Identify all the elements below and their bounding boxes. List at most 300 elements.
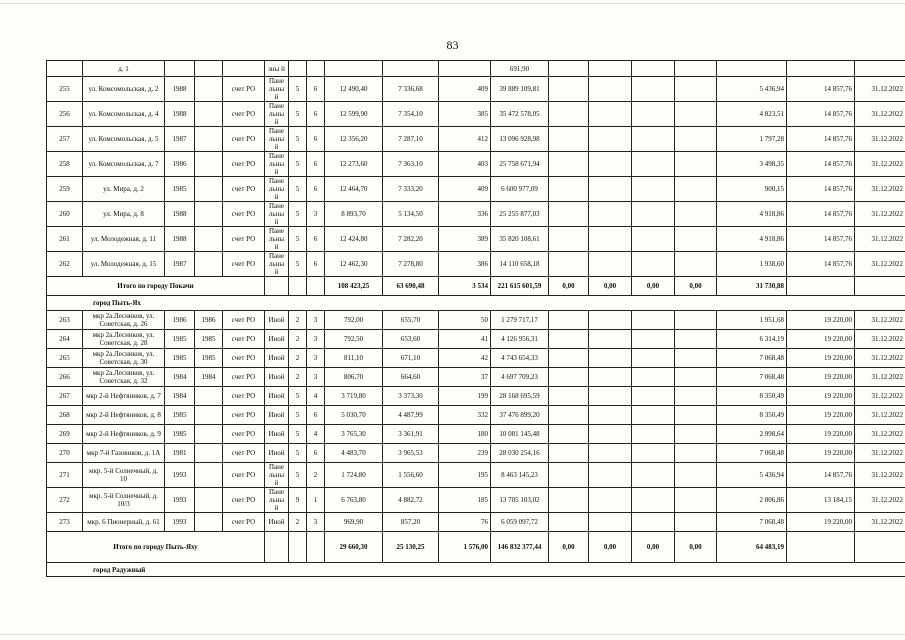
address-cell: мкр 2-й Нефтяников, д. 7 <box>83 387 165 406</box>
subtotal-zero-cell: 0,00 <box>589 277 632 296</box>
entrances-cell: 3 <box>307 311 325 330</box>
scan-bottom-edge <box>0 634 905 635</box>
total-cost-cell: 35 472 578,05 <box>491 102 549 127</box>
residents-cell: 180 <box>439 425 491 444</box>
deadline-cell: 31.12.2022 <box>855 444 905 463</box>
address-cell: мкр. 6 Пионерный, д. 61 <box>83 513 165 532</box>
entrances-cell: 3 <box>307 349 325 368</box>
address-cell: д. 1 <box>83 61 165 77</box>
empty-cell <box>675 349 717 368</box>
specific-cost-cell: 4 823,51 <box>717 102 787 127</box>
empty-cell <box>289 277 307 296</box>
wall-material-cell: Пане льны й <box>265 227 289 252</box>
address-cell: мкр 2-й Нефтяников, д. 9 <box>83 425 165 444</box>
total-area-cell: 3 765,30 <box>325 425 383 444</box>
fund-method-cell: счет РО <box>223 425 265 444</box>
residents-cell: 239 <box>439 444 491 463</box>
empty-cell <box>589 463 632 488</box>
deadline-cell: 31.12.2022 <box>855 311 905 330</box>
total-area-cell: 3 719,80 <box>325 387 383 406</box>
fund-method-cell: счет РО <box>223 330 265 349</box>
floors-cell: 5 <box>289 444 307 463</box>
empty-cell <box>632 177 675 202</box>
year-built-cell: 1985 <box>165 177 195 202</box>
empty-cell <box>549 387 589 406</box>
total-area-cell: 12 599,90 <box>325 102 383 127</box>
subtotal-residential-area: 25 130,25 <box>383 532 439 563</box>
table-row <box>47 488 905 513</box>
address-cell: ул. Комсомольская, д. 4 <box>83 102 165 127</box>
address-cell: ул. Комсомольская, д. 5 <box>83 127 165 152</box>
address-cell: мкр. 5-й Солнечный, д. 10 <box>83 463 165 488</box>
floors-cell: 5 <box>289 406 307 425</box>
empty-cell <box>549 513 589 532</box>
subtotal-zero-cell: 0,00 <box>632 532 675 563</box>
table-row <box>47 349 905 368</box>
table-row <box>47 463 905 488</box>
entrances-cell: 6 <box>307 127 325 152</box>
year-commissioned-cell <box>195 406 223 425</box>
total-cost-cell: 13 096 928,98 <box>491 127 549 152</box>
wall-material-cell: Пане льны й <box>265 102 289 127</box>
year-commissioned-cell <box>195 488 223 513</box>
residents-cell: 409 <box>439 177 491 202</box>
empty-cell <box>589 252 632 277</box>
total-cost-cell: 4 697 709,23 <box>491 368 549 387</box>
total-cost-cell: 10 081 145,48 <box>491 425 549 444</box>
subtotal-total-area: 29 660,30 <box>325 532 383 563</box>
empty-cell <box>855 277 905 296</box>
total-area-cell: 12 462,30 <box>325 252 383 277</box>
total-area-cell: 4 483,70 <box>325 444 383 463</box>
address-cell: ул. Комсомольская, д. 2 <box>83 77 165 102</box>
year-commissioned-cell: 1985 <box>195 349 223 368</box>
limit-cost-cell: 14 857,76 <box>787 177 855 202</box>
empty-cell <box>265 277 289 296</box>
fund-method-cell: счет РО <box>223 444 265 463</box>
empty-cell <box>855 532 905 563</box>
limit-cost-cell: 19 220,00 <box>787 311 855 330</box>
year-built-cell: 1993 <box>165 463 195 488</box>
total-area-cell: 12 424,80 <box>325 227 383 252</box>
wall-material-cell: Иной <box>265 368 289 387</box>
subtotal-label: Итого по городу Пыть-Яху <box>47 532 265 563</box>
empty-cell <box>632 463 675 488</box>
residents-cell: 195 <box>439 463 491 488</box>
row-number-cell: 258 <box>47 152 83 177</box>
empty-cell <box>675 425 717 444</box>
table-row <box>47 387 905 406</box>
page-number: 83 <box>446 38 459 52</box>
limit-cost-cell: 14 857,76 <box>787 102 855 127</box>
wall-material-cell: Пане льны й <box>265 127 289 152</box>
housing-register-table <box>46 60 905 577</box>
row-number-cell: 266 <box>47 368 83 387</box>
entrances-cell: 6 <box>307 77 325 102</box>
subtotal-row <box>47 532 905 563</box>
floors-cell: 5 <box>289 152 307 177</box>
residential-area-cell: 7 287,10 <box>383 127 439 152</box>
specific-cost-cell: 3 498,35 <box>717 152 787 177</box>
wall-material-cell: Иной <box>265 311 289 330</box>
total-cost-cell: 25 255 877,03 <box>491 202 549 227</box>
empty-cell <box>787 277 855 296</box>
entrances-cell: 3 <box>307 330 325 349</box>
floors-cell: 2 <box>289 349 307 368</box>
floors-cell: 2 <box>289 513 307 532</box>
total-area-cell: 792,50 <box>325 330 383 349</box>
deadline-cell: 31.12.2022 <box>855 488 905 513</box>
empty-cell <box>675 252 717 277</box>
deadline-cell: 31.12.2022 <box>855 177 905 202</box>
table-row <box>47 368 905 387</box>
total-cost-cell: 4 743 654,33 <box>491 349 549 368</box>
total-area-cell: 6 763,80 <box>325 488 383 513</box>
specific-cost-cell: 900,15 <box>717 177 787 202</box>
wall-material-cell: Пане льны й <box>265 77 289 102</box>
floors-cell: 5 <box>289 463 307 488</box>
year-commissioned-cell <box>195 202 223 227</box>
limit-cost-cell: 19 220,00 <box>787 406 855 425</box>
year-commissioned-cell: 1984 <box>195 368 223 387</box>
specific-cost-cell: 5 436,94 <box>717 77 787 102</box>
floors-cell: 2 <box>289 368 307 387</box>
residents-cell: 332 <box>439 406 491 425</box>
row-number-cell: 271 <box>47 463 83 488</box>
fund-method-cell: счет РО <box>223 406 265 425</box>
table-row <box>47 252 905 277</box>
empty-cell <box>675 152 717 177</box>
year-built-cell: 1985 <box>165 330 195 349</box>
empty-cell <box>632 77 675 102</box>
year-commissioned-cell <box>195 425 223 444</box>
table-row <box>47 227 905 252</box>
specific-cost-cell: 1 797,28 <box>717 127 787 152</box>
fund-method-cell: счет РО <box>223 368 265 387</box>
total-cost-cell: 6 059 097,72 <box>491 513 549 532</box>
residents-cell: 389 <box>439 227 491 252</box>
total-cost-cell: 35 820 108,61 <box>491 227 549 252</box>
specific-cost-cell: 4 918,86 <box>717 202 787 227</box>
wall-material-cell: Пане льны й <box>265 463 289 488</box>
empty-cell <box>549 227 589 252</box>
table-row <box>47 127 905 152</box>
empty-cell <box>549 252 589 277</box>
year-built-cell: 1988 <box>165 227 195 252</box>
specific-cost-cell: 7 068,48 <box>717 444 787 463</box>
empty-cell <box>589 330 632 349</box>
specific-cost-cell: 5 436,94 <box>717 463 787 488</box>
total-area-cell: 8 893,70 <box>325 202 383 227</box>
empty-cell <box>675 127 717 152</box>
year-built-cell: 1984 <box>165 368 195 387</box>
total-cost-cell: 13 705 103,02 <box>491 488 549 513</box>
specific-cost-cell: 4 918,86 <box>717 227 787 252</box>
address-cell: мкр 2а.Лесников, ул. Советская, д. 26 <box>83 311 165 330</box>
empty-cell <box>787 532 855 563</box>
row-number-cell: 265 <box>47 349 83 368</box>
empty-cell <box>549 152 589 177</box>
limit-cost-cell: 14 857,76 <box>787 152 855 177</box>
subtotal-zero-cell: 0,00 <box>675 532 717 563</box>
limit-cost-cell: 19 220,00 <box>787 387 855 406</box>
total-cost-cell: 39 889 109,81 <box>491 77 549 102</box>
empty-cell <box>589 127 632 152</box>
address-cell: ул. Комсомольская, д. 7 <box>83 152 165 177</box>
floors-cell: 5 <box>289 77 307 102</box>
limit-cost-cell: 19 220,00 <box>787 368 855 387</box>
empty-cell <box>549 425 589 444</box>
limit-cost-cell: 19 220,00 <box>787 444 855 463</box>
row-number-cell: 261 <box>47 227 83 252</box>
table-row <box>47 406 905 425</box>
deadline-cell: 31.12.2022 <box>855 252 905 277</box>
specific-cost-cell: 7 068,48 <box>717 368 787 387</box>
total-area-cell: 12 356,20 <box>325 127 383 152</box>
empty-cell <box>549 102 589 127</box>
residential-area-cell: 4 882,72 <box>383 488 439 513</box>
subtotal-total-cost: 146 832 377,44 <box>491 532 549 563</box>
residential-area-cell: 671,10 <box>383 349 439 368</box>
address-cell: ул. Мира, д. 8 <box>83 202 165 227</box>
deadline-cell: 31.12.2022 <box>855 77 905 102</box>
residents-cell: 42 <box>439 349 491 368</box>
section-heading-row <box>47 296 905 311</box>
wall-material-cell: Пане льны й <box>265 177 289 202</box>
floors-cell: 2 <box>289 311 307 330</box>
address-cell: мкр. 5-й Солнечный, д. 10/3 <box>83 488 165 513</box>
empty-cell <box>549 77 589 102</box>
empty-cell <box>675 311 717 330</box>
subtotal-residents: 3 534 <box>439 277 491 296</box>
year-commissioned-cell: 1986 <box>195 311 223 330</box>
total-cost-cell: 4 126 956,31 <box>491 330 549 349</box>
specific-cost-cell: 1 938,60 <box>717 252 787 277</box>
address-cell: ул. Молодежная, д. 11 <box>83 227 165 252</box>
wall-material-cell: Пане льны й <box>265 202 289 227</box>
residents-cell: 76 <box>439 513 491 532</box>
year-commissioned-cell <box>195 177 223 202</box>
row-number-cell: 263 <box>47 311 83 330</box>
limit-cost-cell: 13 184,15 <box>787 488 855 513</box>
table-row <box>47 177 905 202</box>
address-cell: ул. Молодежная, д. 15 <box>83 252 165 277</box>
address-cell: мкр 2а.Лесников, ул. Советская, д. 30 <box>83 349 165 368</box>
residents-cell: 412 <box>439 127 491 152</box>
empty-cell <box>307 532 325 563</box>
fund-method-cell: счет РО <box>223 177 265 202</box>
year-commissioned-cell <box>195 387 223 406</box>
subtotal-specific-cost: 64 483,19 <box>717 532 787 563</box>
total-area-cell: 1 724,80 <box>325 463 383 488</box>
total-area-cell: 5 030,70 <box>325 406 383 425</box>
total-area-cell: 12 273,60 <box>325 152 383 177</box>
row-number-cell: 257 <box>47 127 83 152</box>
floors-cell: 5 <box>289 102 307 127</box>
section-heading: город Радужный <box>47 563 905 577</box>
total-area-cell: 811,10 <box>325 349 383 368</box>
year-commissioned-cell <box>195 127 223 152</box>
total-area-cell: 969,90 <box>325 513 383 532</box>
floors-cell: 2 <box>289 330 307 349</box>
entrances-cell: 2 <box>307 463 325 488</box>
deadline-cell: 31.12.2022 <box>855 406 905 425</box>
floors-cell: 5 <box>289 425 307 444</box>
wall-material-cell: Иной <box>265 387 289 406</box>
fund-method-cell: счет РО <box>223 77 265 102</box>
row-number-cell: 268 <box>47 406 83 425</box>
year-commissioned-cell <box>195 463 223 488</box>
empty-cell <box>265 532 289 563</box>
residents-cell: 385 <box>439 102 491 127</box>
wall-material-cell: Пане льны й <box>265 152 289 177</box>
entrances-cell: 4 <box>307 425 325 444</box>
subtotal-specific-cost: 31 730,88 <box>717 277 787 296</box>
residential-area-cell: 7 354,10 <box>383 102 439 127</box>
empty-cell <box>589 425 632 444</box>
row-number-cell: 273 <box>47 513 83 532</box>
residential-area-cell: 3 361,91 <box>383 425 439 444</box>
wall-material-cell: зны й <box>265 61 289 77</box>
limit-cost-cell: 19 220,00 <box>787 349 855 368</box>
deadline-cell: 31.12.2022 <box>855 227 905 252</box>
empty-cell <box>632 387 675 406</box>
specific-cost-cell: 7 068,48 <box>717 513 787 532</box>
total-cost-cell: 8 463 145,23 <box>491 463 549 488</box>
empty-cell <box>632 152 675 177</box>
empty-cell <box>549 330 589 349</box>
year-commissioned-cell <box>195 444 223 463</box>
specific-cost-cell: 1 951,68 <box>717 311 787 330</box>
empty-cell <box>589 227 632 252</box>
entrances-cell: 6 <box>307 406 325 425</box>
residential-area-cell: 664,60 <box>383 368 439 387</box>
empty-cell <box>675 227 717 252</box>
empty-cell <box>675 444 717 463</box>
residents-cell: 386 <box>439 252 491 277</box>
specific-cost-cell: 6 314,19 <box>717 330 787 349</box>
total-cost-cell: 1 279 717,17 <box>491 311 549 330</box>
year-commissioned-cell <box>195 102 223 127</box>
deadline-cell: 31.12.2022 <box>855 202 905 227</box>
floors-cell: 5 <box>289 202 307 227</box>
empty-cell <box>589 177 632 202</box>
entrances-cell: 3 <box>307 368 325 387</box>
limit-cost-cell: 14 857,76 <box>787 202 855 227</box>
year-built-cell: 1988 <box>165 202 195 227</box>
entrances-cell: 3 <box>307 513 325 532</box>
residential-area-cell: 857,20 <box>383 513 439 532</box>
year-built-cell: 1986 <box>165 311 195 330</box>
year-commissioned-cell <box>195 513 223 532</box>
floors-cell: 5 <box>289 227 307 252</box>
residential-area-cell: 7 333,20 <box>383 177 439 202</box>
year-commissioned-cell <box>195 252 223 277</box>
residents-cell: 41 <box>439 330 491 349</box>
empty-cell <box>549 368 589 387</box>
fund-method-cell: счет РО <box>223 311 265 330</box>
empty-cell <box>589 513 632 532</box>
row-number-cell: 260 <box>47 202 83 227</box>
residents-cell: 185 <box>439 488 491 513</box>
limit-cost-cell: 19 220,00 <box>787 330 855 349</box>
wall-material-cell: Иной <box>265 425 289 444</box>
total-area-cell: 12 490,40 <box>325 77 383 102</box>
wall-material-cell: Иной <box>265 444 289 463</box>
row-number-cell: 269 <box>47 425 83 444</box>
empty-cell <box>307 277 325 296</box>
row-number-cell: 259 <box>47 177 83 202</box>
subtotal-residents: 1 576,00 <box>439 532 491 563</box>
empty-cell <box>632 311 675 330</box>
fund-method-cell: счет РО <box>223 252 265 277</box>
deadline-cell: 31.12.2022 <box>855 102 905 127</box>
fund-method-cell: счет РО <box>223 227 265 252</box>
empty-cell <box>632 349 675 368</box>
residents-cell: 336 <box>439 202 491 227</box>
entrances-cell: 6 <box>307 252 325 277</box>
table-row <box>47 444 905 463</box>
limit-cost-cell: 19 220,00 <box>787 425 855 444</box>
subtotal-zero-cell: 0,00 <box>589 532 632 563</box>
empty-cell <box>549 463 589 488</box>
year-built-cell: 1988 <box>165 102 195 127</box>
year-commissioned-cell: 1985 <box>195 330 223 349</box>
year-built-cell: 1987 <box>165 127 195 152</box>
subtotal-zero-cell: 0,00 <box>632 277 675 296</box>
empty-cell <box>289 532 307 563</box>
residential-area-cell: 3 373,30 <box>383 387 439 406</box>
year-built-cell: 1981 <box>165 444 195 463</box>
empty-cell <box>675 102 717 127</box>
residents-cell: 37 <box>439 368 491 387</box>
table-row <box>47 77 905 102</box>
fund-method-cell: счет РО <box>223 152 265 177</box>
table-row <box>47 513 905 532</box>
subtotal-total-cost: 221 615 601,59 <box>491 277 549 296</box>
limit-cost-cell: 19 220,00 <box>787 513 855 532</box>
table-row <box>47 152 905 177</box>
total-cost-cell: 37 476 899,20 <box>491 406 549 425</box>
total-cost-cell: 28 168 695,59 <box>491 387 549 406</box>
year-built-cell: 1993 <box>165 488 195 513</box>
subtotal-total-area: 108 423,25 <box>325 277 383 296</box>
empty-cell <box>589 77 632 102</box>
section-heading-row <box>47 563 905 577</box>
fund-method-cell: счет РО <box>223 349 265 368</box>
residential-area-cell: 7 336,68 <box>383 77 439 102</box>
empty-cell <box>675 77 717 102</box>
empty-cell <box>589 152 632 177</box>
empty-cell <box>632 202 675 227</box>
row-number-cell: 267 <box>47 387 83 406</box>
deadline-cell: 31.12.2022 <box>855 330 905 349</box>
subtotal-zero-cell: 0,00 <box>549 277 589 296</box>
address-cell: мкр 2-й Нефтяников, д. 8 <box>83 406 165 425</box>
year-commissioned-cell <box>195 152 223 177</box>
address-cell: мкр 7-й Газовиков, д. 1А <box>83 444 165 463</box>
entrances-cell: 6 <box>307 102 325 127</box>
fund-method-cell: счет РО <box>223 488 265 513</box>
residential-area-cell: 7 278,80 <box>383 252 439 277</box>
total-cost-cell: 6 600 977,09 <box>491 177 549 202</box>
row-number-cell: 272 <box>47 488 83 513</box>
entrances-cell: 6 <box>307 152 325 177</box>
year-built-cell: 1985 <box>165 406 195 425</box>
entrances-cell: 3 <box>307 202 325 227</box>
wall-material-cell: Пане льны й <box>265 252 289 277</box>
fund-method-cell: счет РО <box>223 202 265 227</box>
